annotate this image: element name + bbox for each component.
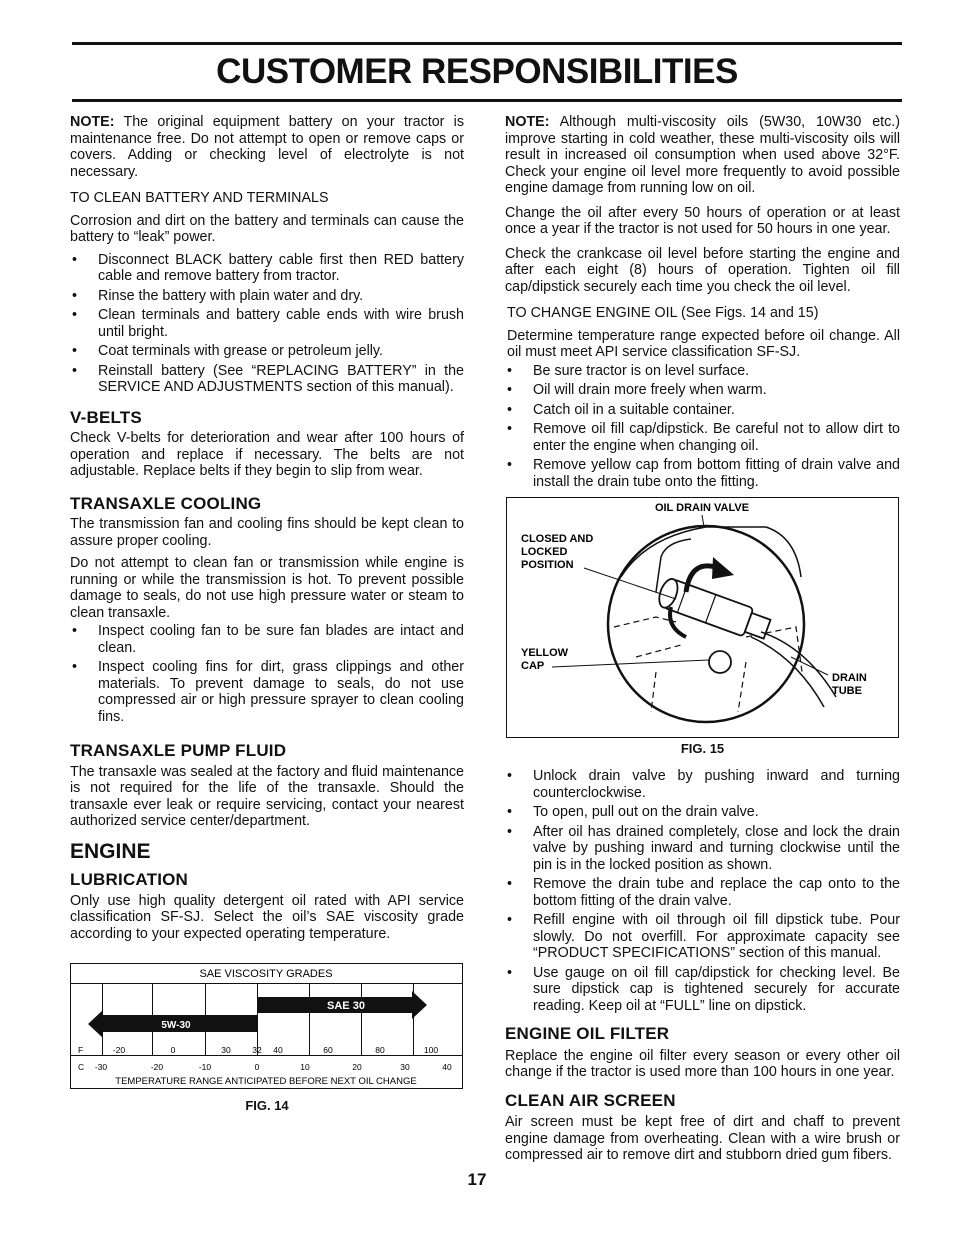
c-tick-label: 10	[300, 1062, 310, 1072]
note-label: NOTE:	[505, 114, 550, 130]
list-item: • Unlock drain valve by pushing inward and turning counterclockwise.	[505, 768, 900, 801]
oil-filter-text: Replace the engine oil filter every season or every other oil change if the tractor is used more than 100 hours in one year.	[505, 1047, 900, 1080]
oil-drain-valve-illustration	[506, 497, 899, 738]
page-title: CUSTOMER RESPONSIBILITIES	[216, 52, 738, 91]
right-column-top	[505, 114, 900, 494]
c-tick-label: 0	[254, 1062, 260, 1072]
list-item: • Remove yellow cap from bottom fitting of drain valve and install the drain tube onto the fitting.	[505, 457, 900, 490]
list-item: • Remove oil fill cap/dipstick. Be careful not to allow dirt to enter the engine when changing oil.	[505, 421, 900, 454]
list-item: • Remove the drain tube and replace the cap onto to the bottom fitting of the drain valve.	[505, 876, 900, 909]
list-item: • Use gauge on oil fill cap/dipstick for checking level. Be sure dipstick cap is tightened securely for accurate reading. Keep oil at “FULL” line on dipstick.	[505, 965, 900, 1015]
list-item: • Rinse the battery with plain water and dry.	[70, 288, 464, 305]
f-tick-label: 60	[323, 1045, 333, 1055]
drain-steps	[505, 768, 900, 1014]
right-column-bottom	[505, 768, 900, 1170]
yellow-cap-label: CAP	[521, 660, 545, 672]
5w30-label: 5W-30	[161, 1020, 191, 1031]
drain-tube-label: DRAIN	[832, 672, 867, 684]
yellow-cap-label: YELLOW	[521, 647, 569, 659]
change-oil-paragraph: Change the oil after every 50 hours of operation or at least once a year if the tractor is not used for 50 hours in one year.	[505, 204, 900, 237]
chart-footer: TEMPERATURE RANGE ANTICIPATED BEFORE NEXT OIL CHANGE	[115, 1076, 417, 1087]
change-oil-steps	[505, 363, 900, 491]
engine-heading: ENGINE	[70, 839, 151, 863]
battery-intro: Corrosion and dirt on the battery and terminals can cause the battery to “leak” power.	[70, 212, 464, 245]
list-item: • Inspect cooling fan to be sure fan blades are intact and clean.	[70, 623, 464, 656]
oil-note	[505, 114, 900, 197]
battery-steps	[70, 252, 464, 396]
list-item: • Oil will drain more freely when warm.	[505, 382, 900, 399]
list-item: • After oil has drained completely, close and lock the drain valve by pushing inward and turning clockwise until the pin is in the locked position as shown.	[505, 824, 900, 874]
pump-fluid-heading: TRANSAXLE PUMP FLUID	[70, 741, 287, 760]
change-oil-heading: TO CHANGE ENGINE OIL (See Figs. 14 and 15)	[507, 305, 819, 321]
air-screen-heading: CLEAN AIR SCREEN	[505, 1090, 676, 1110]
c-tick-label: -20	[150, 1062, 164, 1072]
cooling-paragraph-2: Do not attempt to clean fan or transmission while engine is running or while the transmission is hot. To prevent possible damage to seals, do not use high pressure water or steam to clean transaxle.	[70, 555, 464, 621]
f-tick-label: 40	[273, 1045, 283, 1055]
c-tick-label: 20	[352, 1062, 362, 1072]
fahrenheit-label: F	[78, 1045, 84, 1055]
list-item: • Be sure tractor is on level surface.	[505, 363, 900, 380]
cooling-steps	[70, 623, 464, 725]
list-item: • Reinstall battery (See “REPLACING BATTERY” in the SERVICE AND ADJUSTMENTS section of this manual).	[70, 363, 464, 396]
f-tick-label: 32	[252, 1045, 262, 1055]
f-tick-label: 100	[423, 1045, 439, 1055]
celsius-label: C	[78, 1062, 85, 1072]
closed-locked-label: LOCKED	[521, 546, 568, 558]
pump-fluid-text: The transaxle was sealed at the factory and fluid maintenance is not required for the life of the transaxle. Should the transaxle ever leak or require servicing, contact your nearest authorized service center/department.	[70, 763, 464, 829]
note-text: The original equipment battery on your tractor is maintenance free. Do not attempt to open or remove caps or covers. Adding or checking level of electrolyte is not necessary.	[70, 114, 464, 180]
f-tick-label: 0	[170, 1045, 176, 1055]
list-item: • Clean terminals and battery cable ends with wire brush until bright.	[70, 307, 464, 340]
battery-note	[70, 114, 464, 180]
lubrication-heading: LUBRICATION	[70, 870, 189, 889]
closed-locked-label: POSITION	[521, 559, 574, 571]
list-item: • To open, pull out on the drain valve.	[505, 804, 900, 821]
list-item: • Catch oil in a suitable container.	[505, 402, 900, 419]
page-number: 17	[467, 1170, 487, 1189]
vbelts-text: Check V-belts for deterioration and wear after 100 hours of operation and replace if necessary. The belts are not adjustable. Replace belts if they begin to slip from wear.	[70, 430, 464, 479]
list-item: • Disconnect BLACK battery cable first then RED battery cable and remove battery from tractor.	[70, 252, 464, 285]
closed-locked-label: CLOSED AND	[521, 533, 594, 545]
fig14-caption: FIG. 14	[245, 1098, 289, 1113]
check-oil-paragraph: Check the crankcase oil level before starting the engine and after each eight (8) hours of operation. Tighten oil fill cap/dipstick securely each time you check the oil level.	[505, 245, 900, 295]
c-tick-label: -10	[198, 1062, 212, 1072]
f-tick-label: 30	[221, 1045, 231, 1055]
f-tick-label: 80	[375, 1045, 385, 1055]
note-label: NOTE:	[70, 114, 115, 130]
vbelts-heading: V-BELTS	[70, 407, 142, 427]
chart-title: SAE VISCOSITY GRADES	[199, 968, 333, 980]
sae30-label: SAE 30	[327, 1000, 365, 1012]
sae-viscosity-chart	[70, 963, 464, 1090]
list-item: • Coat terminals with grease or petroleum jelly.	[70, 343, 464, 360]
transaxle-cooling-heading: TRANSAXLE COOLING	[70, 493, 262, 513]
change-oil-intro: Determine temperature range expected before oil change. All oil must meet API service classification SF-SJ.	[507, 327, 900, 360]
f-tick-label: -20	[112, 1045, 126, 1055]
fig15-caption: FIG. 15	[680, 741, 725, 756]
note-text: Although multi-viscosity oils (5W30, 10W30 etc.) improve starting in cold weather, these multi-viscosity oils will result in increased oil consumption when used above 32°F. Check your engine oil level more frequently to avoid possible engine damage from running low on oil.	[505, 114, 900, 196]
cooling-paragraph-1: The transmission fan and cooling fins should be kept clean to assure proper cooling.	[70, 516, 464, 549]
left-column	[70, 114, 464, 948]
c-tick-label: 30	[400, 1062, 410, 1072]
drain-tube-label: TUBE	[832, 685, 862, 697]
oil-drain-valve-label: OIL DRAIN VALVE	[654, 502, 750, 514]
list-item: • Refill engine with oil through oil fill dipstick tube. Pour slowly. Do not overfill. For approximate capacity see “PRODUCT SPECIFICATIONS” section of this manual.	[505, 912, 900, 962]
air-screen-text: Air screen must be kept free of dirt and chaff to prevent engine damage from overheating. Clean with a wire brush or compressed air to remove dirt and stubborn dried gum fibers.	[505, 1114, 900, 1163]
lubrication-text: Only use high quality detergent oil rated with API service classification SF-SJ. Select the oil’s SAE viscosity grade according to your expected operating temperature.	[70, 892, 464, 942]
title-underline	[72, 99, 902, 102]
oil-filter-heading: ENGINE OIL FILTER	[505, 1024, 670, 1043]
top-rule	[72, 42, 902, 45]
c-tick-label: -30	[94, 1062, 108, 1072]
c-tick-label: 40	[442, 1062, 452, 1072]
list-item: • Inspect cooling fins for dirt, grass clippings and other materials. To prevent damage to seals, do not use compressed air or high pressure sprayer to clean cooling fins.	[70, 659, 464, 725]
battery-heading: TO CLEAN BATTERY AND TERMINALS	[70, 190, 329, 206]
